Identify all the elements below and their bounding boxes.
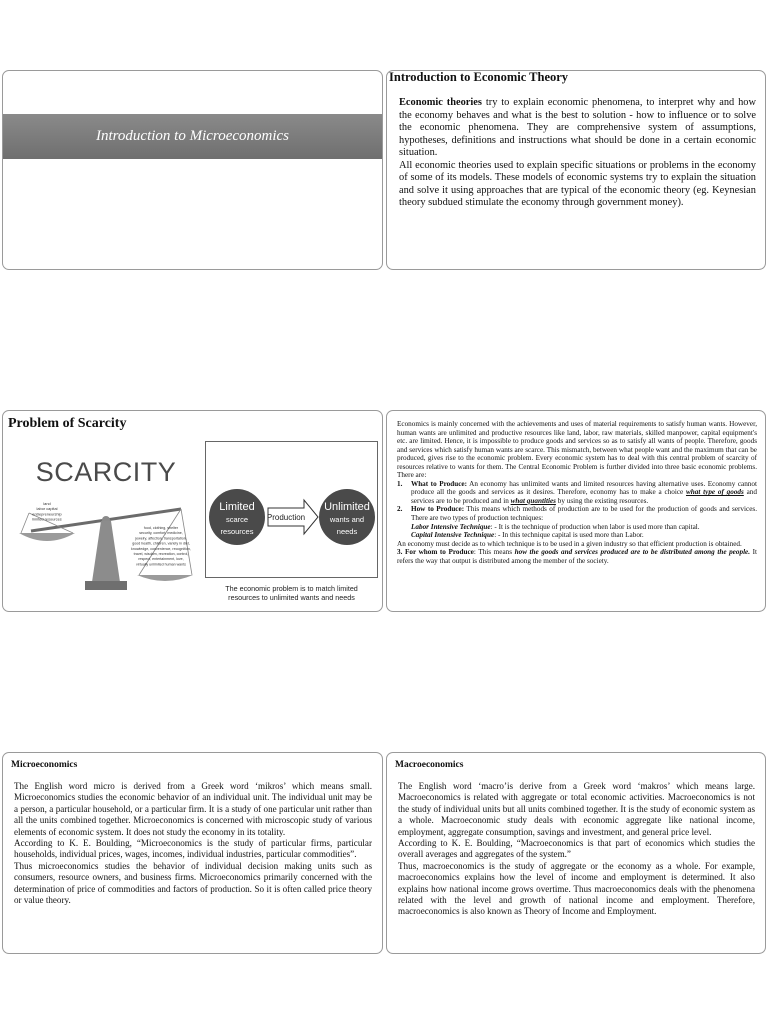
paragraph-micro-summary: Thus microeconomics studies the behavior of individual decision making units such as consumers, resource owners, and business firms. Microeconomics primarily concerned with the determination of price of commodities and factors of production. So it is often called price theory or value theory. <box>14 860 372 906</box>
want-label: respect, entertainment, love, <box>138 557 184 562</box>
item-heading: 3. For whom to Produce <box>397 548 474 557</box>
unlimited-circle-label: wants and <box>329 515 365 524</box>
resource-label: land <box>43 501 51 506</box>
slide-economic-theory <box>386 70 766 270</box>
resource-label: entrepreneurship <box>32 511 62 517</box>
item-text: It refers the way that output is distributed among the member of the society. <box>397 548 758 565</box>
limited-circle-label: scarce <box>225 515 249 524</box>
slide-heading: Microeconomics <box>11 760 78 770</box>
unlimited-circle-label: Unlimited <box>324 501 370 513</box>
paragraph-macro-summary: Thus, macroeconomics is the study of aggregate or the economy as a whole. For example, macroeconomics explains how the level of income and employment is determined. It also explains how national income grows overtime. Thus macroeconomics deals with the phenomena related with the level and growth of national income and employment. Therefore, macroeconomics is also known as Theory of Income and Employment. <box>398 860 755 917</box>
problem-what-to-produce <box>397 480 757 506</box>
slide-body <box>399 97 756 210</box>
slide-heading: Problem of Scarcity <box>8 416 127 431</box>
emphasis-text: what type of goods <box>685 488 744 497</box>
item-text: This means which methods of production are to be used for the production of goods and services. There are two types of production techniques: <box>411 505 757 523</box>
paragraph-macro-definition: The English word ‘macro’is derive from a Greek word ‘makros’ which means large. Macroeconomics is related with aggregate or total economic activities. Macroeconomics is not the study of individual units but all units combined together. It is the study of economic system as a whole. Macroeconomic study deals with economic aggregate like national income, employment, aggregate consumption, savings and investment, and general price level. <box>398 781 755 837</box>
title-band <box>3 114 382 159</box>
want-label: security, comfort, medicine, <box>139 531 183 536</box>
item-text: : This means <box>473 548 515 557</box>
item-text: by using the existing resources. <box>555 496 649 505</box>
scarcity-word: SCARCITY <box>35 457 177 487</box>
technique-text: : - It is the technique of production when labor is used more than capital. <box>490 522 700 531</box>
slide-heading: Introduction to Economic Theory <box>389 70 569 84</box>
item-text: and services are to be produced and in <box>411 488 757 505</box>
unlimited-circle-label: needs <box>336 527 358 536</box>
emphasis-text: how the goods and services produced are to be distributed among the people. <box>514 548 751 557</box>
right-pan <box>137 575 193 581</box>
technique-heading: Capital Intensive Technique <box>411 531 495 540</box>
scale-post <box>92 521 120 582</box>
want-label: travel, wisdom, recreation, control, <box>133 552 189 556</box>
want-label: jewelry, affection, transportation, <box>135 536 187 541</box>
item-number: 2. <box>397 505 403 514</box>
resource-label: labor capital <box>36 506 58 512</box>
want-label: food, clothing, shelter <box>143 526 179 530</box>
slide-body <box>398 781 755 918</box>
want-label: good health, children, variety in diet, <box>132 541 190 546</box>
slide-central-economic-problem <box>386 410 766 612</box>
item-heading: How to Produce: <box>411 505 465 514</box>
want-label: knowledge, convenience, recognition, <box>131 546 191 551</box>
diagram-caption <box>206 584 377 602</box>
technique-heading: Labor Intensive Technique <box>411 522 491 531</box>
caption-line: resources to unlimited wants and needs <box>228 593 355 602</box>
paragraph-all-theories: All economic theories used to explain specific situations or problems in the economy of some of its models. These models of economic systems try to explain the situation and solve it using approaches that are typical of the economic theory (eg. Keynesian theory subdued stimulate the economy through government money). <box>399 159 756 208</box>
limited-circle-label: Limited <box>219 501 255 513</box>
want-label: virtually unlimited human wants <box>136 562 186 567</box>
emphasis-text: what quantities <box>510 496 556 505</box>
item-heading: What to Produce: <box>411 479 468 488</box>
slide-problem-of-scarcity <box>2 410 383 612</box>
item-text: An economy has unlimited wants and limited resources having alternative uses. Economy cannot produce all the goods and services as it desires. Therefore, economy has to make a choice <box>411 479 757 497</box>
paragraph-text: try to explain economic phenomena, to interpret why and how the economy behaves and what is the best to solution - how to influence or to solve the economic phenomena. They are comprehensive system of assumptions, hypotheses, definitions and instructions what should be done in a certain economic situation. <box>399 97 757 158</box>
problem-how-to-produce <box>397 505 757 522</box>
economic-problem-diagram <box>205 441 378 602</box>
slide-title: Introduction to Microeconomics <box>95 128 289 144</box>
slide-body <box>14 781 372 906</box>
scarcity-scale-illustration <box>17 449 195 597</box>
paragraph-intro: Economics is mainly concerned with the achievements and uses of material requirements to satisfy human wants. However, human wants are unlimited and productive resources like land, labor, raw materials, skilled manpower, capital equipment's etc. are limited. Hence, it is impossible to produce goods and services so as to satisfy all wants of people. Therefore, goods and services which satisfy human wants are scarce. This mismatch, between what people want and the maximum that can be produced, gives rise to the economic problem. Every economic system has to deal with this central problem of scarcity of resources relative to wants for them. The Central Economic Problem is further divided into three basic economic problems. There are: <box>397 420 757 480</box>
technique-text: : - In this technique capital is used more than Labor. <box>494 531 644 540</box>
slide-body <box>397 420 757 565</box>
left-pan <box>19 533 75 541</box>
paragraph-boulding-quote: According to K. E. Boulding, “Microeconomics is the study of particular firms, particular households, individual prices, wages, incomes, individual industries, particular commodities”. <box>14 838 372 860</box>
paragraph-decide-technique: An economy must decide as to which technique is to be used in a given industry so that efficient production is obtained. <box>397 539 742 548</box>
capital-intensive-technique <box>397 531 757 540</box>
caption-line: The economic problem is to match limited <box>225 584 358 593</box>
slide-microeconomics <box>2 752 383 954</box>
slide-macroeconomics <box>386 752 766 954</box>
limited-circle-label: resources <box>220 527 254 536</box>
slide-intro-microeconomics <box>2 70 383 270</box>
item-number: 1. <box>397 479 403 488</box>
paragraph-economic-theories <box>399 97 756 160</box>
production-label: Production <box>266 513 306 522</box>
scale-base <box>85 581 127 590</box>
lead-term: Economic theories <box>399 97 482 108</box>
paragraph-micro-definition: The English word micro is derived from a Greek word ‘mikros’ which means small. Microeconomics studies the economic behavior of an individual unit. The individual unit may be a person, a particular household, or a particular firm. It is a study of one particular unit rather than all the units combined together. Microeconomics is concerned with microscopic study of various elements of economic system. It does not study the economy in its totality. <box>14 781 372 837</box>
problem-for-whom-to-produce <box>397 548 757 565</box>
paragraph-boulding-quote: According to K. E. Boulding, “Macroeconomics is that part of economics which studies the overall averages and aggregates of the system.” <box>398 838 755 860</box>
resource-label: limited resources <box>32 516 62 522</box>
labor-intensive-technique <box>397 523 757 532</box>
slide-heading: Macroeconomics <box>395 760 464 770</box>
